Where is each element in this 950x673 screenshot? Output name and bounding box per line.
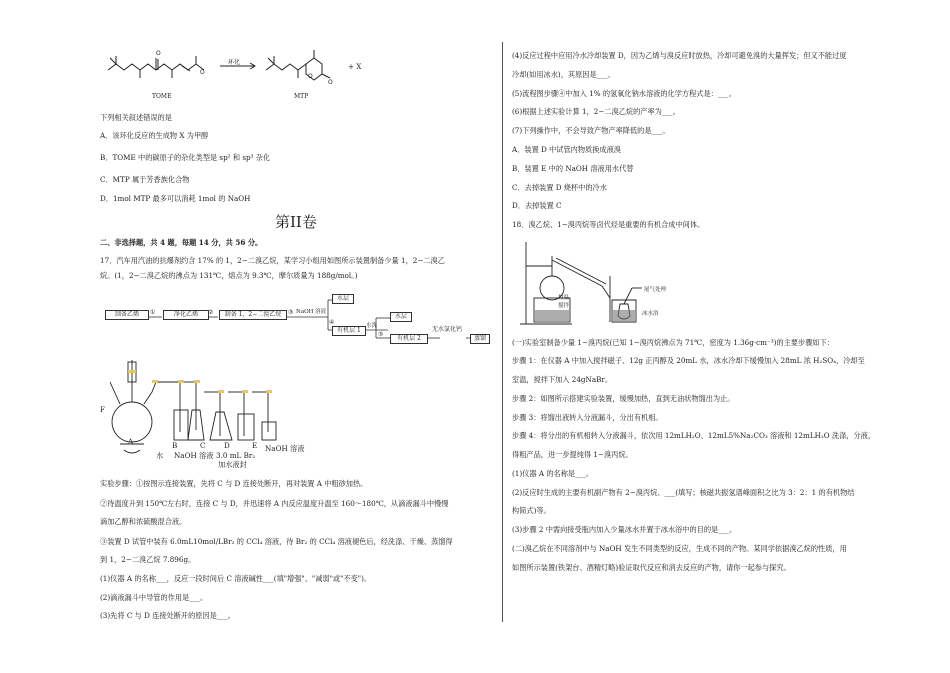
r7-b: B．装置 E 中的 NaOH 溶液用水代替 (512, 164, 634, 173)
flow-box-7: 有机层 2 (390, 334, 428, 344)
app-label-a: A (128, 437, 134, 446)
q18-1: (1)仪器 A 的名称是___。 (512, 469, 594, 478)
section-heading: 二、非选择题，共 4 题，每题 14 分，共 56 分。 (100, 238, 263, 247)
flow-arrow-2: ② (208, 309, 214, 316)
step2: 步骤 2：如图所示搭建实验装置，缓慢加热，直到无油状物馏出为止。 (512, 394, 735, 403)
step1-line1: 步骤 1：在仪器 A 中加入搅拌磁子、12g 正丙醇及 20mL 水，冰水冷却下缓慢加入 28mL 浓 H₂SO₄，冷却至 (512, 356, 865, 365)
app-d-note-1: 3.0 mL Br₂ (216, 451, 256, 460)
flow-arrow-1: ① (150, 309, 156, 316)
step3: 步骤 3：将馏出液转入分液漏斗，分出有机相。 (512, 413, 663, 422)
option-b: B．TOME 中的碳原子的杂化类型是 sp² 和 sp³ 杂化 (100, 153, 271, 162)
flow-naoh-label: NaOH 溶液 (296, 309, 327, 315)
reaction-scheme (100, 44, 380, 102)
option-a: A．该环化反应的生成物 X 为甲醇 (100, 131, 209, 140)
flow-arrows (100, 290, 490, 350)
column-divider (502, 42, 503, 622)
svg-text:O: O (308, 73, 313, 80)
tome-label: TOME (152, 93, 172, 100)
question-intro: 下列相关叙述错误的是 (100, 113, 172, 122)
app18-heat: 控温 (558, 295, 570, 301)
q18: 18．溴乙烷、1−溴丙烷等卤代烃是重要的有机合成中间体。 (512, 220, 705, 229)
app-d-note-2: 加水液封 (218, 460, 247, 469)
app-water: 水 (156, 451, 164, 460)
svg-text:O: O (200, 69, 205, 76)
app18-ice: 冰水浴 (642, 311, 659, 317)
r7: (7)下列操作中，不会导致产物产率降低的是___。 (512, 126, 670, 135)
app-label-b: B (172, 441, 178, 450)
flow-wash: 水洗 (366, 323, 378, 329)
app-label-d: D (224, 441, 230, 450)
flow-box-6: 水层 (390, 312, 412, 322)
flow-box-4: 水层 (332, 294, 354, 304)
step4-line2: 得粗产品，进一步提纯得 1−溴丙烷。 (512, 450, 633, 459)
r5: (5)流程图步骤④中加入 1% 的氢氧化钠水溶液的化学方程式是：___。 (512, 89, 736, 98)
distillation-diagram (512, 236, 692, 330)
r4-line2: 冷却(如用冰水)，其原因是___。 (512, 70, 615, 79)
r6: (6)根据上述实验计算 1，2−二溴乙烷的产率为___。 (512, 107, 680, 116)
mtp-label: MTP (294, 93, 309, 100)
q18-3: (3)步骤 2 中需向接受瓶内加入少量冰水并置于冰水浴中的目的是___。 (512, 525, 737, 534)
flow-arrow-3: ③ (288, 309, 294, 316)
flow-arrow-5: ⑤ (378, 331, 384, 338)
flow-box-8: 无水氯化钙 (431, 326, 462, 333)
svg-text:O: O (156, 50, 161, 57)
app-naoh-2: NaOH 溶液 (265, 444, 305, 453)
flow-arrow-4: ④ (329, 319, 335, 326)
step2-line1: ②待温度升到 150℃左右时，连接 C 与 D，并迅速将 A 内反应温度升温至 160～180℃，从滴液漏斗中慢慢 (100, 499, 449, 508)
q18-2-line1: (2)反应时生成的主要有机副产物有 2−溴丙烷、___(填写；核磁共振氢谱峰面积之比为 3：2：1 的有机物结 (512, 488, 855, 497)
flow-box-9: 蒸馏 (470, 334, 490, 344)
flow-box-5: 有机层 1 (332, 326, 366, 336)
app-naoh-1: NaOH 溶液 (174, 451, 214, 460)
r7-a: A．装置 D 中试管内物质换成液溴 (512, 145, 621, 154)
q18-2-line2: 构简式)等。 (512, 506, 551, 515)
app18-tail: 尾气处理 (644, 287, 667, 293)
app-label-c: C (200, 441, 206, 450)
r4-line1: (4)反应过程中应用冷水冷却装置 D，因为乙烯与溴反应时放热，冷却可避免溴的大量挥发；但又不能过度 (512, 51, 847, 60)
steps-intro: 实验步骤：①按图示连接装置，先将 C 与 D 连接处断开，再对装置 A 中粗砂加热。 (100, 479, 368, 488)
arrow-label: 环化 (228, 59, 241, 66)
flow-box-2: 净化乙烯 (163, 310, 209, 320)
r7-d: D．去掉装置 C (512, 201, 562, 210)
step1-line2: 室温，搅拌下加入 24gNaBr。 (512, 375, 613, 384)
sub-q3: (3)先将 C 与 D 连接处断开的原因是___。 (100, 611, 235, 620)
sub-q1: (1)仪器 A 的名称___，反应一段时间后 C 溶液碱性___(填"增强"、"减弱"或"不变")。 (100, 574, 372, 583)
q17-line1: 17．汽车用汽油的抗爆剂约含 17% 的 1，2−二溴乙烷，某学习小组用如图所示装置制备少量 1，2−二溴乙 (100, 256, 445, 265)
step2-line2: 滴加乙醇和浓硫酸混合液。 (100, 517, 187, 526)
app18-stir: 搅拌 (558, 303, 570, 309)
option-c: C．MTP 属于芳香族化合物 (100, 175, 190, 184)
svg-text:O: O (328, 79, 333, 86)
step3-line2: 到 1，2−二溴乙烷 7.896g。 (100, 555, 196, 564)
part1-intro: (一)实验室制备少量 1−溴丙烷(已知 1−溴丙烷沸点为 71℃，密度为 1.36g·cm⁻³)的主要步骤如下： (512, 338, 834, 347)
plus-x: + X (348, 62, 362, 71)
app-label-f: F (100, 405, 105, 414)
r7-c: C．去掉装置 D 烧杯中的冷水 (512, 183, 607, 192)
step4-line1: 步骤 4：将分出的有机相转入分液漏斗，依次用 12mLH₂O、12mL5%Na₂CO₃ 溶液和 12mLH₂O 洗涤，分液， (512, 431, 876, 440)
sub-q2: (2)滴液漏斗中导管的作用是___。 (100, 593, 208, 602)
part2-line1: (二)溴乙烷在不同溶剂中与 NaOH 发生不同类型的反应，生成不同的产物。某同学依据溴乙烷的性质，用 (512, 544, 847, 553)
q17-line2: 烷。(1，2−二溴乙烷的沸点为 131℃，熔点为 9.3℃，摩尔质量为 188g/mol。) (100, 271, 358, 280)
part-title: 第II卷 (275, 213, 317, 231)
part2-line2: 如图所示装置(铁架台、酒精灯略)验证取代反应和消去反应的产物，请你一起参与探究。 (512, 563, 791, 572)
step3-line1: ③装置 D 试管中装有 6.0mL10mol/LBr₂ 的 CCl₄ 溶液，待 Br₂ 的 CCl₄ 溶液褪色后，经洗涤、干燥、蒸馏得 (100, 537, 453, 546)
option-d: D．1mol MTP 最多可以消耗 1mol 的 NaOH (100, 194, 251, 203)
app-label-e: E (252, 441, 258, 450)
flow-box-3: 制备 1，2−二溴乙烷 (219, 310, 287, 320)
flow-box-1: 制备乙烯 (105, 310, 149, 320)
